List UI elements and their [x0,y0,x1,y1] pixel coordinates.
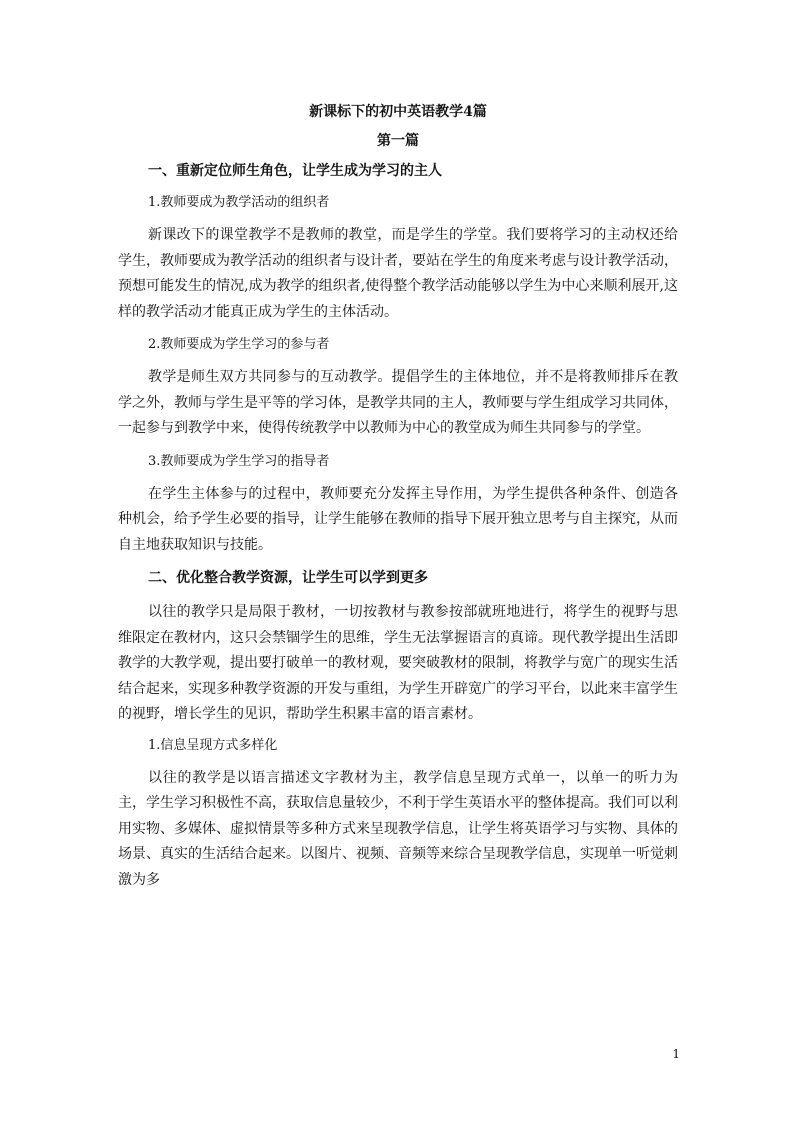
section-heading-1: 一、重新定位师生角色，让学生成为学习的主人 [148,163,442,179]
document-body [118,102,678,903]
paragraph-2-1: 以往的教学是以语言描述文字教材为主，教学信息呈现方式单一，以单一的听力为主，学生学习积极性不高，获取信息量较少，不利于学生英语水平的整体提高。我们可以利用实物、多媒体、虚拟情景等多种方式来呈现教学信息，让学生将英语学习与实物、具体的场景、真实的生活结合起来。以图片、视频、音频等来综合呈现教学信息，实现单一听觉刺激为多 [118,769,678,888]
subsection-heading-1-2: 2.教师要成为学生学习的参与者 [148,337,330,352]
section-heading-2: 二、优化整合教学资源，让学生可以学到更多 [148,570,428,586]
document-title: 新课标下的初中英语教学4篇 [309,104,487,120]
subsection-heading-1-1: 1.教师要成为教学活动的组织者 [148,195,330,210]
subsection-heading-1-3: 3.教师要成为学生学习的指导者 [148,453,330,469]
paragraph-1-3: 在学生主体参与的过程中，教师要充分发挥主导作用，为学生提供各种条件、创造各种机会，给予学生必要的指导，让学生能够在教师的指导下展开独立思考与自主探究，从而自主地获取知识与技能。 [118,485,678,553]
paragraph-1-1: 新课改下的课堂教学不是教师的教堂，而是学生的学堂。我们要将学习的主动权还给学生，教师要成为教学活动的组织者与设计者，要站在学生的角度来考虑与设计教学活动，预想可能发生的情况,成为教学的组织者,使得整个教学活动能够以学生为中心来顺利展开,这样的教学活动才能真正成为学生的主体活动。 [118,227,678,320]
paragraph-2: 以往的教学只是局限于教材，一切按教材与教参按部就班地进行，将学生的视野与思维限定在教材内，这只会禁锢学生的思维，学生无法掌握语言的真谛。现代教学提出生活即教学的大教学观，提出要打破单一的教材观，要突破教材的限制，将教学与宽广的现实生活结合起来，实现多种教学资源的开发与重组，为学生开辟宽广的学习平台，以此来丰富学生的视野，增长学生的见识，帮助学生积累丰富的语言素材。 [118,604,678,722]
subsection-heading-2-1: 1.信息呈现方式多样化 [148,737,278,753]
page-number: 1 [672,1047,680,1061]
paragraph-1-2: 教学是师生双方共同参与的互动教学。提倡学生的主体地位，并不是将教师排斥在教学之外，教师与学生是平等的学习体，是教学共同的主人，教师要与学生组成学习共同体，一起参与到教学中来，使得传统教学中以教师为中心的教堂成为师生共同参与的学堂。 [118,369,678,436]
document-subtitle: 第一篇 [377,133,419,149]
